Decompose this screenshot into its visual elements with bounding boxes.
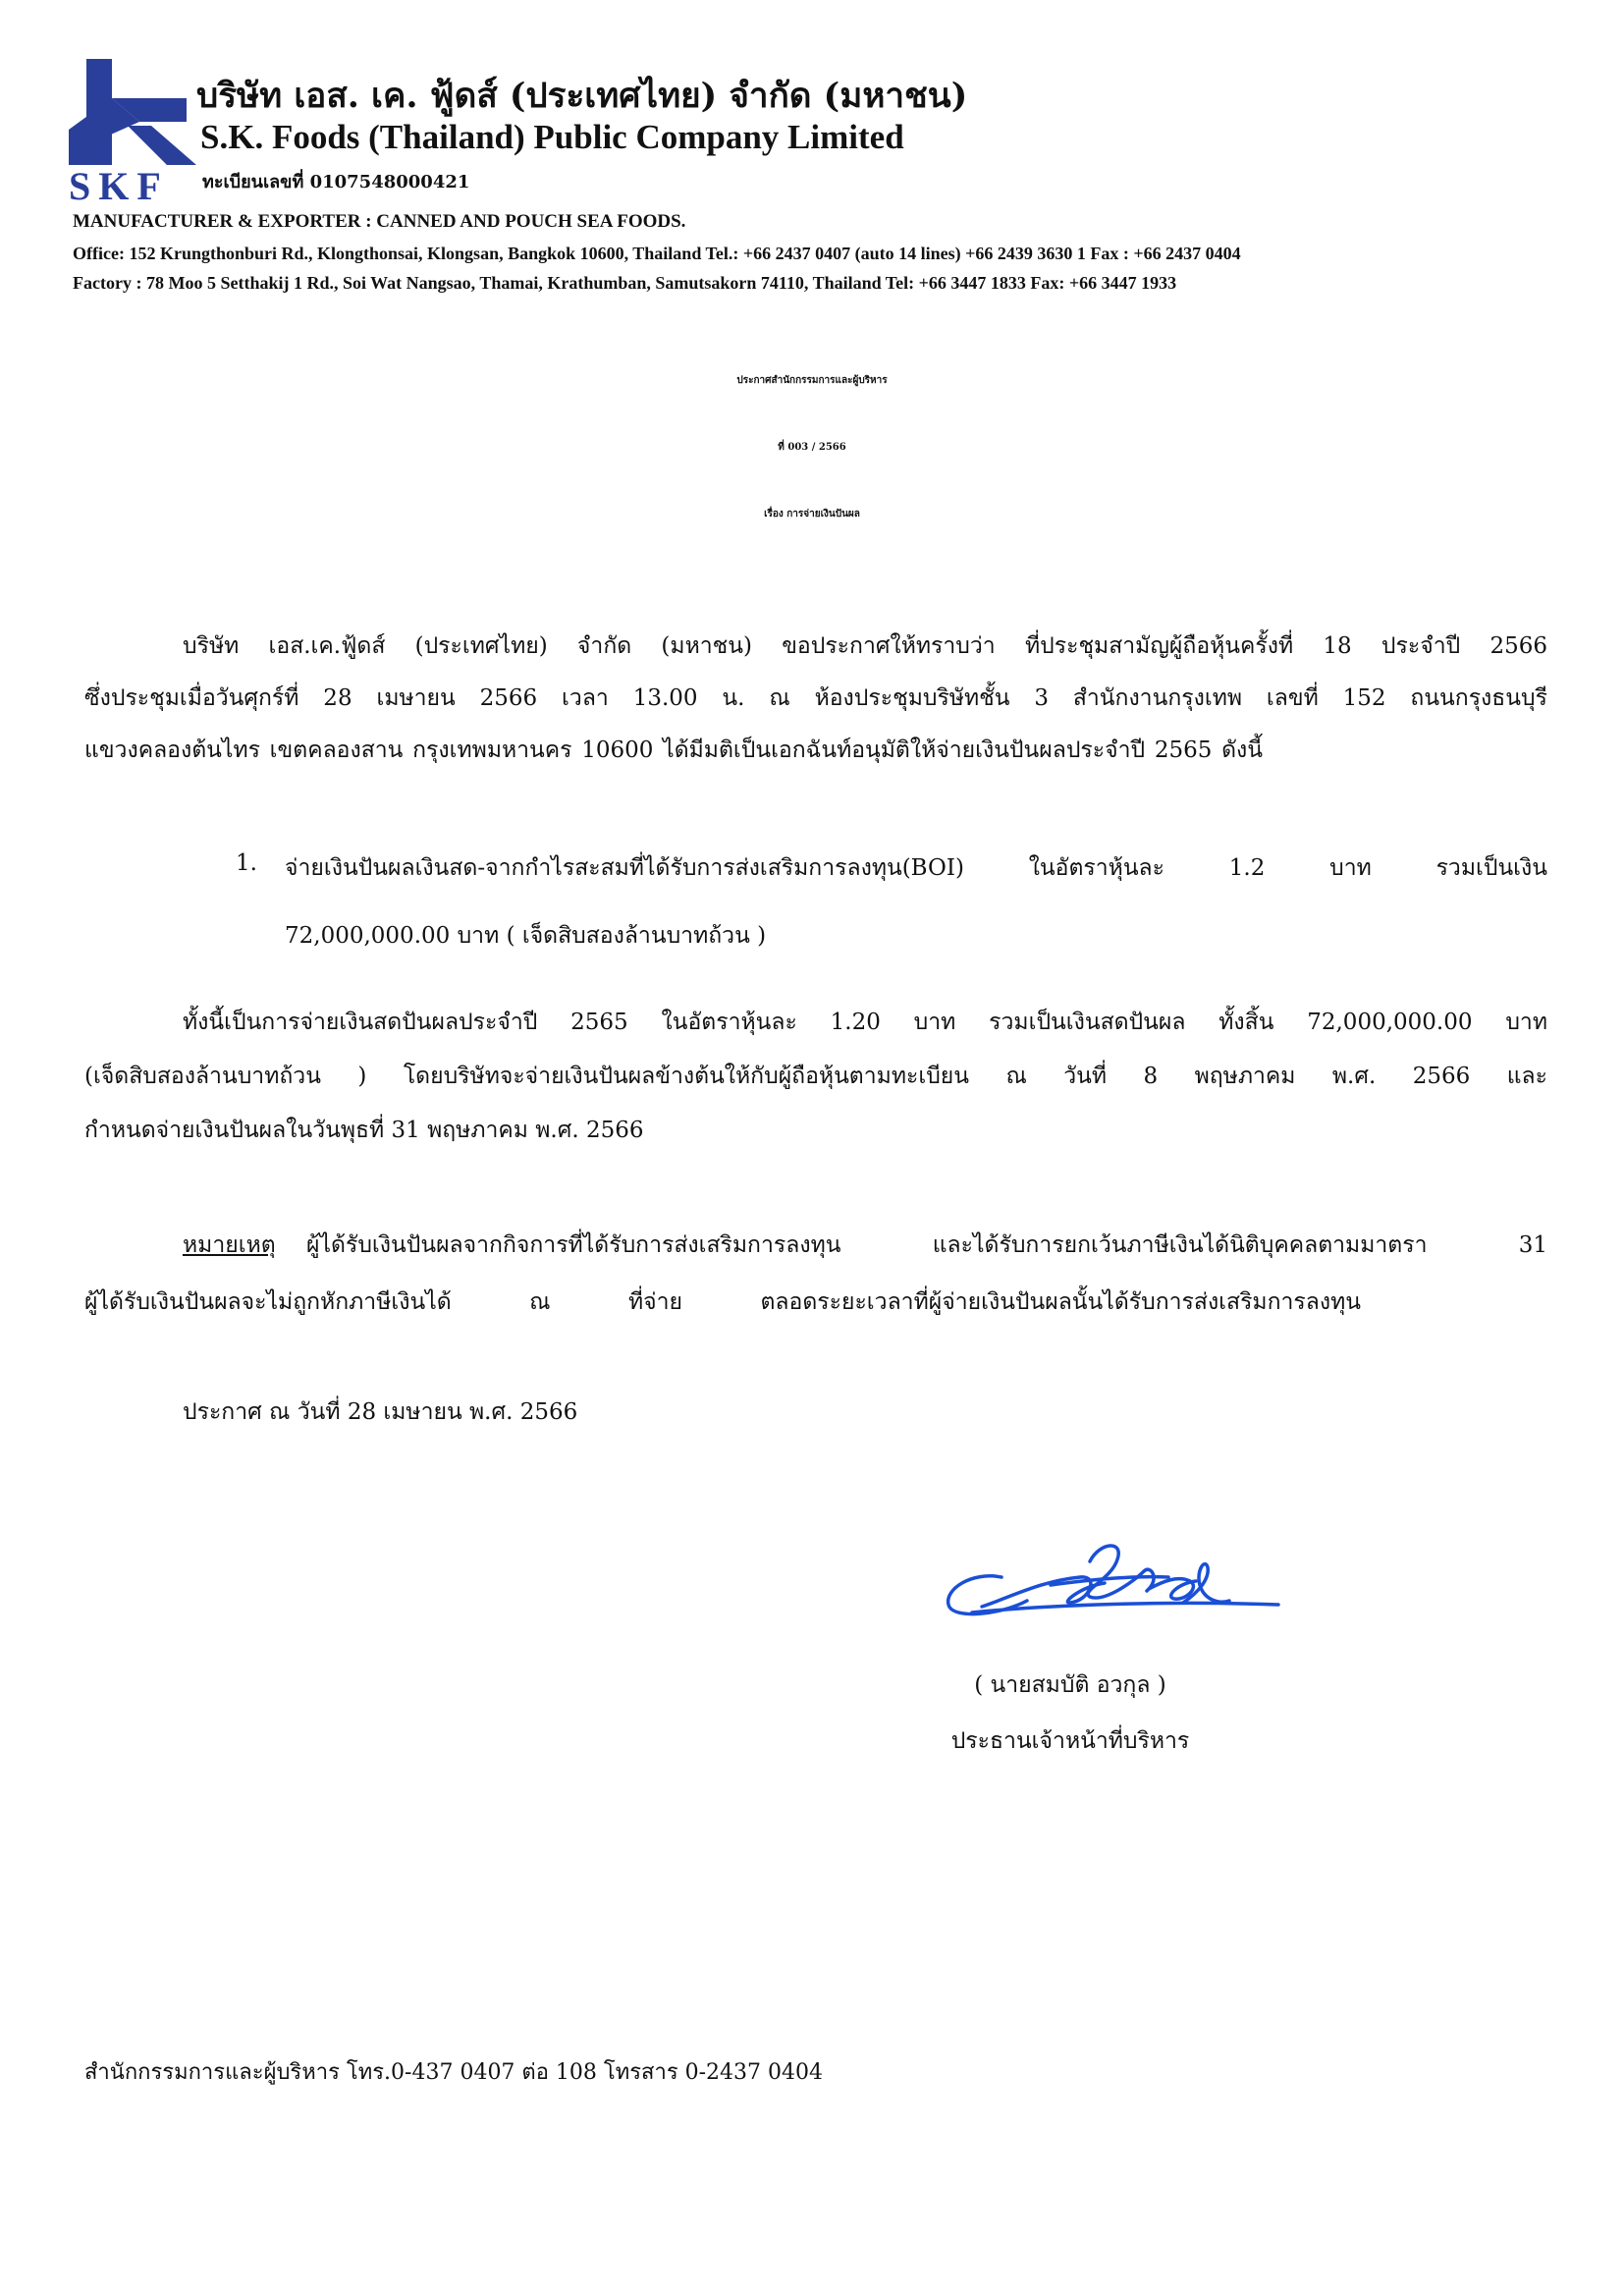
item-line: จ่ายเงินปันผลเงินสด-จากกำไรสะสมที่ได้รับการส่งเสริมการลงทุน(BOI) ในอัตราหุ้นละ 1.2 บาท รวมเป็นเงิน xyxy=(285,855,1547,881)
company-name-th: บริษัท เอส. เค. ฟู้ดส์ (ประเทศไทย) จำกัด (มหาชน) xyxy=(196,76,968,116)
note-line: ผู้ได้รับเงินปันผลจากกิจการที่ได้รับการส่งเสริมการลงทุน และได้รับการยกเว้นภาษีเงินได้นิติบุคคลตามมาตรา 31 xyxy=(306,1232,1547,1258)
announcement-date: ประกาศ ณ วันที่ 28 เมษายน พ.ศ. 2566 xyxy=(183,1399,578,1425)
signature-image xyxy=(933,1532,1286,1640)
note-label: หมายเหตุ xyxy=(183,1232,276,1258)
registration-number: ทะเบียนเลขที่ 0107548000421 xyxy=(202,172,470,192)
company-name-en: S.K. Foods (Thailand) Public Company Limited xyxy=(200,118,904,156)
paragraph1-line: แขวงคลองต้นไทร เขตคลองสาน กรุงเทพมหานคร 10600 ได้มีมติเป็นเอกฉันท์อนุมัติให้จ่ายเงินปันผลประจำปี 2565 ดังนี้ xyxy=(84,738,1263,763)
paragraph1-line: ซึ่งประชุมเมื่อวันศุกร์ที่ 28 เมษายน 2566 เวลา 13.00 น. ณ ห้องประชุมบริษัทชั้น 3 สำนักงานกรุงเทพ เลขที่ 152 ถนนกรุงธนบุรี xyxy=(84,685,1547,711)
paragraph1-line: บริษัท เอส.เค.ฟู้ดส์ (ประเทศไทย) จำกัด (มหาชน) ขอประกาศให้ทราบว่า ที่ประชุมสามัญผู้ถือหุ้นครั้งที่ 18 ประจำปี 2566 xyxy=(183,633,1547,659)
signer-name: ( นายสมบัติ อวกุล ) xyxy=(974,1672,1166,1698)
footer-contact: สำนักกรรมการและผู้บริหาร โทร.0-437 0407 ต่อ 108 โทรสาร 0-2437 0404 xyxy=(84,2060,824,2085)
factory-address: Factory : 78 Moo 5 Setthakij 1 Rd., Soi Wat Nangsao, Thamai, Krathumban, Samutsakorn 74110, Thailand Tel: +66 3447 1833 Fax: +66 3447 1933 xyxy=(73,273,1177,293)
office-address: Office: 152 Krungthonburi Rd., Klongthonsai, Klongsan, Bangkok 10600, Thailand Tel.: +66 2437 0407 (auto 14 lines) +66 2439 3630 1 Fax : +66 2437 0404 xyxy=(73,244,1241,263)
note-line: ผู้ได้รับเงินปันผลจะไม่ถูกหักภาษีเงินได้ ณ ที่จ่าย ตลอดระยะเวลาที่ผู้จ่ายเงินปันผลนั้นได้รับการส่งเสริมการลงทุน xyxy=(84,1289,1361,1315)
announcement-title: ประกาศสำนักกรรมการและผู้บริหาร xyxy=(736,375,888,386)
paragraph2-line: (เจ็ดสิบสองล้านบาทถ้วน ) โดยบริษัทจะจ่ายเงินปันผลข้างต้นให้กับผู้ถือหุ้นตามทะเบียน ณ วันที่ 8 พฤษภาคม พ.ศ. 2566 และ xyxy=(84,1064,1547,1089)
announcement-subject: เรื่อง การจ่ายเงินปันผล xyxy=(764,509,860,519)
logo-text: SKF xyxy=(69,164,169,208)
item-line: 72,000,000.00 บาท ( เจ็ดสิบสองล้านบาทถ้วน ) xyxy=(285,923,767,949)
manufacturer-line: MANUFACTURER & EXPORTER : CANNED AND POUCH SEA FOODS. xyxy=(73,211,686,232)
signer-position: ประธานเจ้าหน้าที่บริหาร xyxy=(950,1728,1190,1754)
paragraph2-line: ทั้งนี้เป็นการจ่ายเงินสดปันผลประจำปี 2565 ในอัตราหุ้นละ 1.20 บาท รวมเป็นเงินสดปันผล ทั้งสิ้น 72,000,000.00 บาท xyxy=(183,1010,1547,1035)
paragraph2-line: กำหนดจ่ายเงินปันผลในวันพุธที่ 31 พฤษภาคม พ.ศ. 2566 xyxy=(84,1118,644,1143)
item-number: 1. xyxy=(236,850,257,876)
announcement-number: ที่ 003 / 2566 xyxy=(778,442,846,453)
